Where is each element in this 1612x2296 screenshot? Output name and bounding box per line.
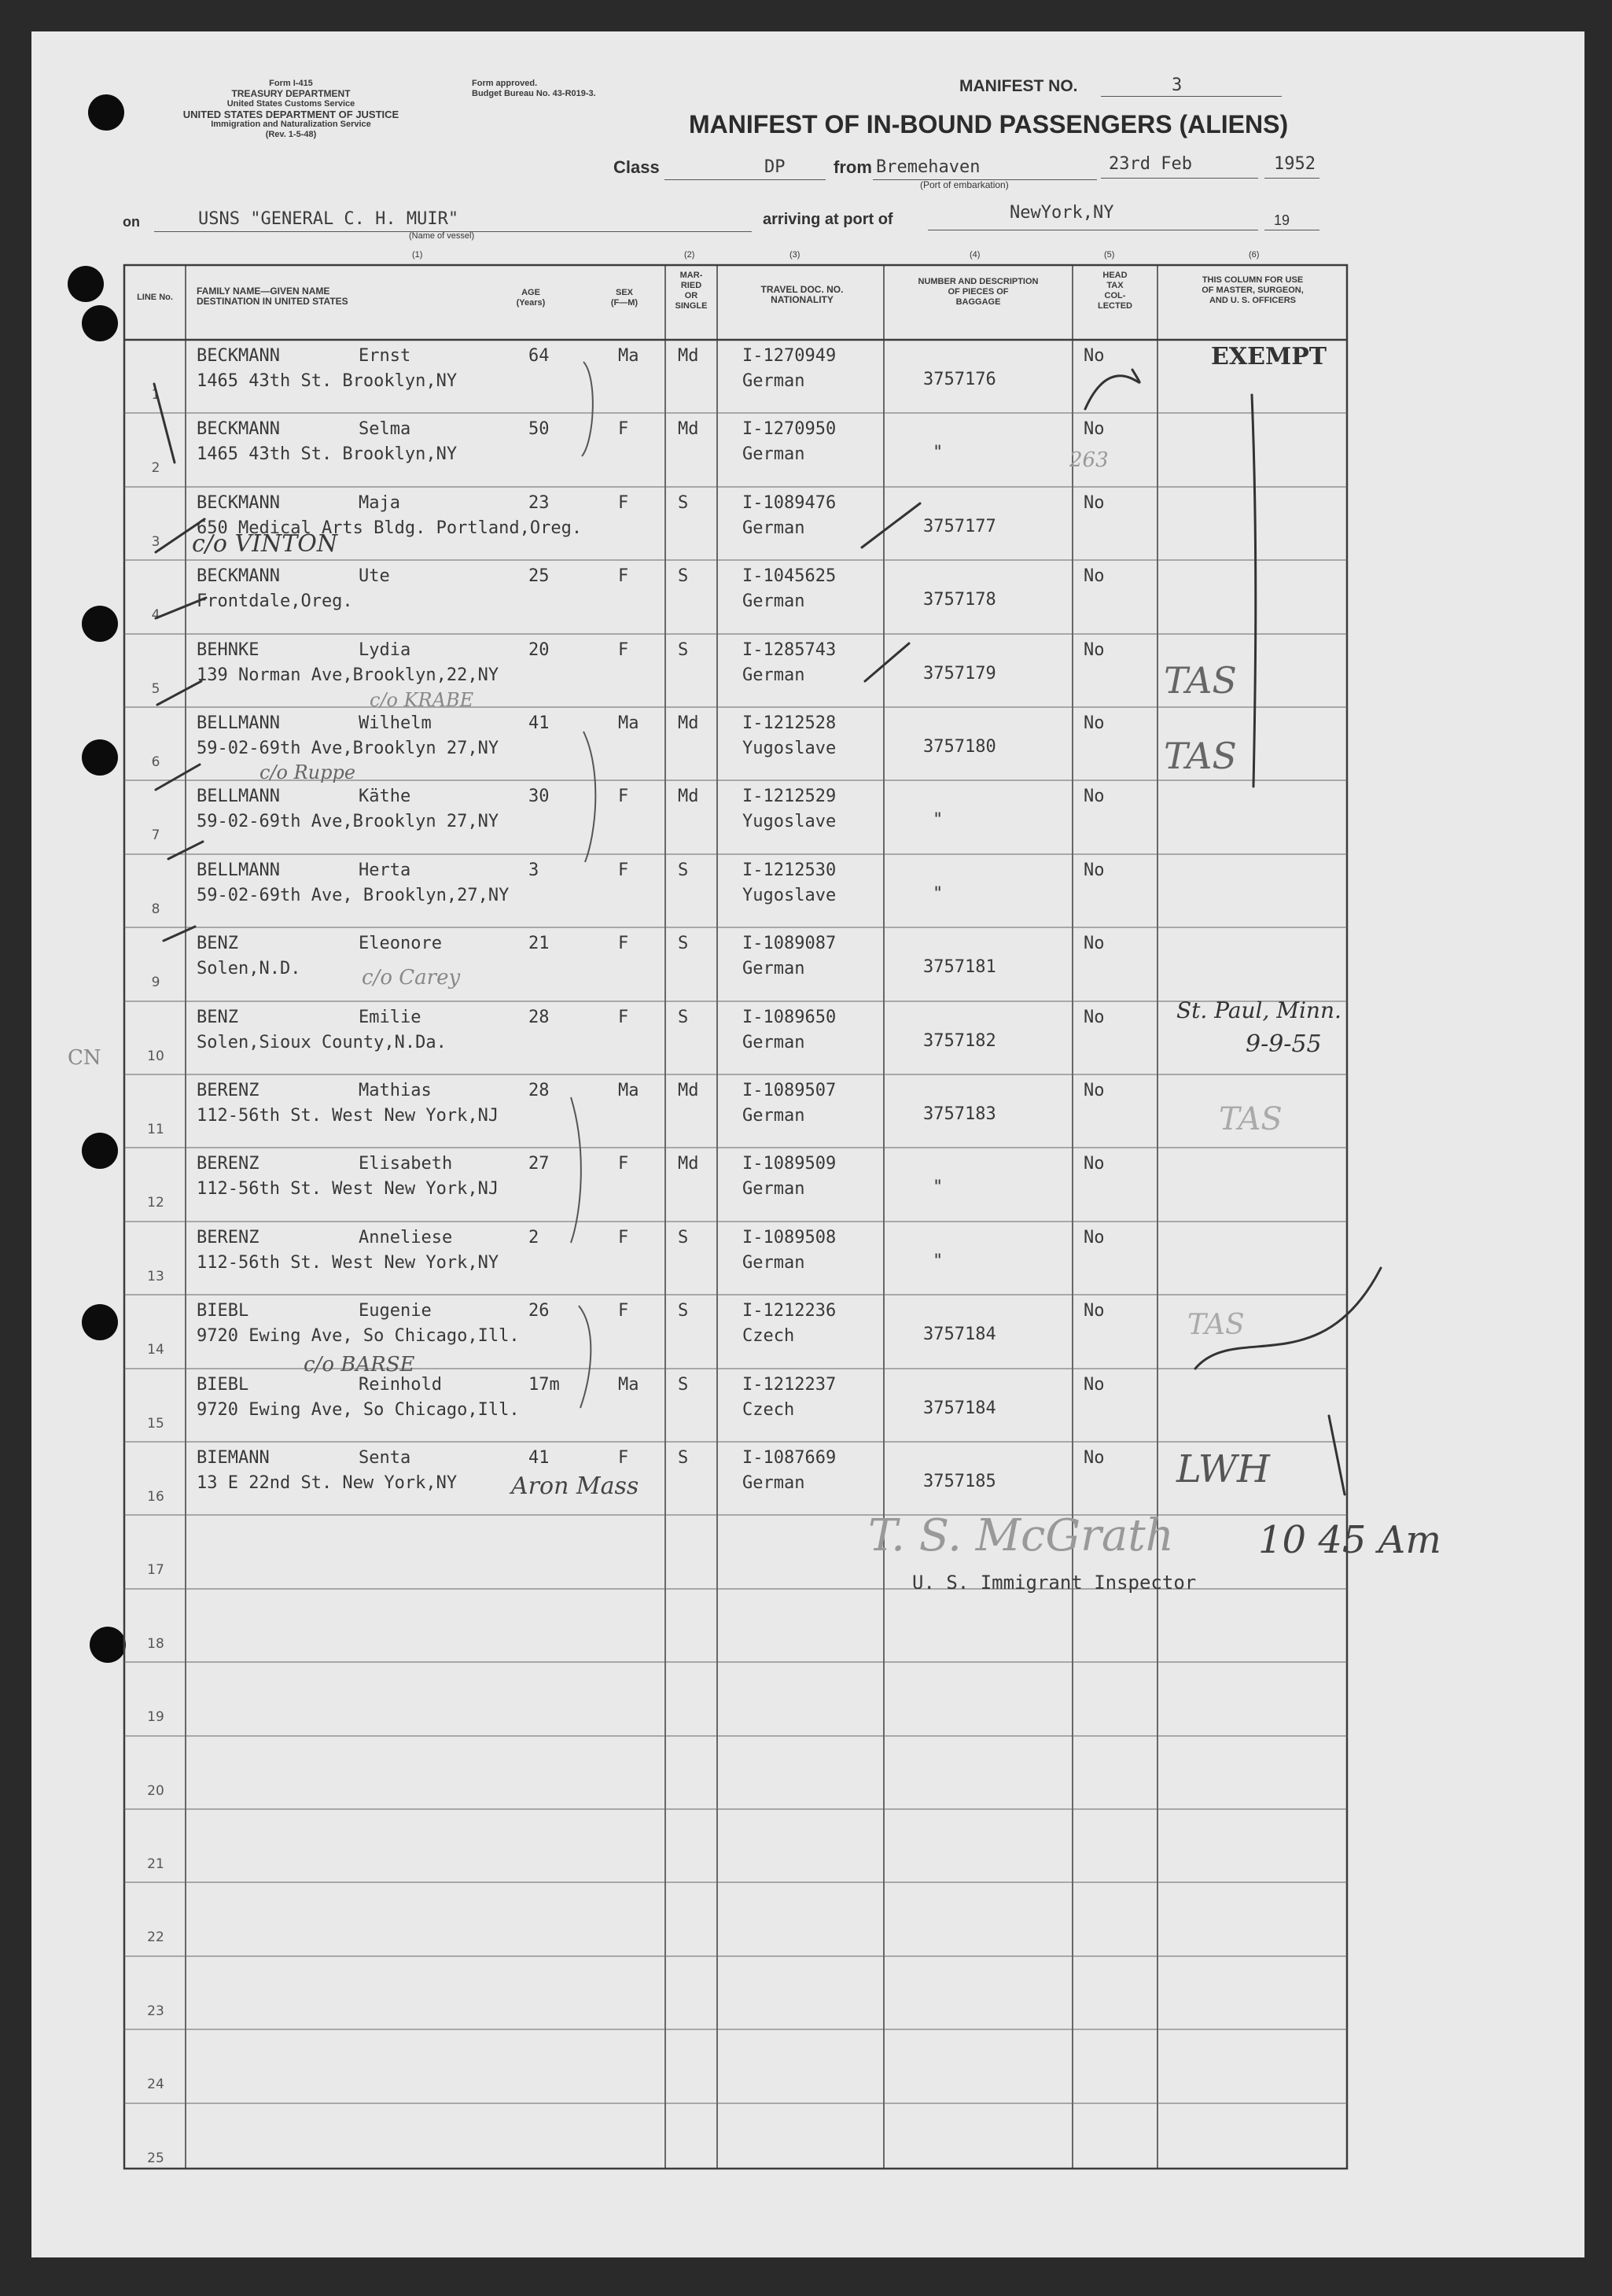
form-revision: (Rev. 1-5-48) [265, 130, 317, 139]
binder-hole [82, 305, 118, 341]
head-tax: No [1084, 860, 1105, 880]
given-name: Emilie [359, 1007, 421, 1027]
family-name: BIEBL [197, 1374, 249, 1395]
col-header-married: MAR- RIED OR SINGLE [675, 271, 708, 311]
col-header-name: FAMILY NAME—GIVEN NAME DESTINATION IN UNITED STATES [197, 286, 348, 307]
nationality: German [742, 1179, 805, 1200]
class-value: DP [764, 157, 786, 177]
co-barse-annotation: c/o BARSE [304, 1353, 415, 1376]
destination: 9720 Ewing Ave, So Chicago,Ill. [197, 1326, 520, 1347]
vessel-note: (Name of vessel) [409, 231, 475, 241]
tas-annotation: TAS [1164, 659, 1237, 702]
nationality: German [742, 1032, 805, 1052]
family-name: BELLMANN [197, 787, 280, 807]
binder-hole [90, 1627, 126, 1663]
signature-time: 10 45 Am [1258, 1518, 1441, 1562]
from-value: Bremehaven [876, 157, 981, 177]
head-tax: No [1084, 934, 1105, 954]
baggage-number: 3757185 [923, 1472, 996, 1491]
line-number: 14 [147, 1342, 164, 1358]
age: 21 [528, 934, 550, 954]
date-line [1101, 178, 1258, 179]
embark-note: (Port of embarkation) [920, 179, 1009, 190]
col-number-4: (4) [970, 250, 981, 260]
given-name: Senta [359, 1448, 411, 1468]
nationality: Yugoslave [742, 739, 837, 758]
destination: Frontdale,Oreg. [197, 592, 353, 612]
family-name: BECKMANN [197, 419, 280, 440]
form-approved-block [472, 79, 676, 99]
col-number-3: (3) [789, 250, 800, 260]
sex: F [618, 1448, 629, 1468]
baggage-number: 3757177 [923, 516, 996, 536]
line-number: 8 [151, 901, 160, 917]
head-tax: No [1084, 1007, 1105, 1027]
form-authority-block [118, 79, 464, 140]
year-prefix: 19 [1274, 212, 1290, 228]
family-name: BERENZ [197, 1081, 259, 1100]
marital-status: S [678, 1448, 689, 1468]
nationality: German [742, 1252, 805, 1273]
given-name: Käthe [359, 787, 411, 807]
baggage-number: 3757181 [923, 957, 996, 978]
family-name: BIEBL [197, 1301, 249, 1321]
sex: F [618, 566, 629, 587]
age: 28 [528, 1007, 550, 1027]
travel-doc-no: I-1087669 [742, 1448, 837, 1468]
travel-doc-no: I-1212529 [742, 787, 837, 807]
travel-doc-no: I-1045625 [742, 566, 837, 587]
marital-status: S [678, 860, 689, 880]
immigration-service: Immigration and Naturalization Service [211, 120, 371, 129]
manifest-no-value: 3 [1172, 76, 1183, 95]
tas-annotation: TAS [1187, 1309, 1245, 1341]
baggage-number: 3757184 [923, 1325, 996, 1345]
head-tax: No [1084, 1301, 1105, 1321]
destination: 59-02-69th Ave,Brooklyn 27,NY [197, 812, 499, 832]
destination: 1465 43th St. Brooklyn,NY [197, 371, 458, 391]
baggage-number: " [933, 443, 944, 463]
age: 25 [528, 566, 550, 587]
stamp-263: 263 [1069, 448, 1109, 472]
nationality: German [742, 444, 805, 465]
arriving-port: NewYork,NY [1010, 203, 1114, 223]
nationality: German [742, 959, 805, 979]
head-tax: No [1084, 1227, 1105, 1248]
col-header-sex: SEX (F—M) [610, 288, 639, 308]
head-tax: No [1084, 566, 1105, 587]
line-number: 6 [151, 754, 160, 770]
line-number: 19 [147, 1709, 164, 1726]
family-name: BECKMANN [197, 492, 280, 513]
sex: F [618, 860, 629, 880]
baggage-number: 3757179 [923, 663, 996, 684]
destination: 1465 43th St. Brooklyn,NY [197, 444, 458, 465]
marital-status: S [678, 934, 689, 954]
line-number: 16 [147, 1489, 164, 1505]
line-number: 25 [147, 2150, 164, 2166]
sex: F [618, 787, 629, 807]
nationality: Czech [742, 1399, 795, 1420]
col-header-travel-doc: TRAVEL DOC. NO. NATIONALITY [760, 284, 844, 305]
manifest-no-line [1101, 96, 1282, 97]
col-header-head-tax: HEAD TAX COL- LECTED [1098, 271, 1132, 311]
marital-status: Md [678, 419, 699, 440]
family-name: BIEMANN [197, 1448, 270, 1468]
marital-status: Md [678, 1154, 699, 1174]
col-number-6: (6) [1249, 250, 1260, 260]
head-tax: No [1084, 639, 1105, 660]
tas-annotation: TAS [1164, 735, 1237, 777]
line-number: 17 [147, 1562, 164, 1579]
destination: 59-02-69th Ave, Brooklyn,27,NY [197, 885, 510, 905]
class-line [664, 179, 826, 180]
baggage-number: " [933, 1251, 944, 1271]
age: 64 [528, 346, 550, 366]
sex: F [618, 934, 629, 954]
travel-doc-no: I-1212528 [742, 713, 837, 733]
baggage-number: 3757178 [923, 590, 996, 610]
family-name: BECKMANN [197, 346, 280, 366]
binder-hole [82, 606, 118, 642]
destination: 13 E 22nd St. New York,NY [197, 1473, 458, 1493]
given-name: Ute [359, 566, 390, 587]
line-number: 3 [151, 533, 160, 550]
class-label: Class [613, 157, 660, 177]
family-name: BEHNKE [197, 639, 259, 660]
given-name: Reinhold [359, 1374, 442, 1395]
head-tax: No [1084, 713, 1105, 733]
marital-status: Md [678, 713, 699, 733]
exempt-annotation: EXEMPT [1211, 343, 1327, 370]
destination: Solen,Sioux County,N.Da. [197, 1032, 447, 1052]
age: 30 [528, 787, 550, 807]
age: 26 [528, 1301, 550, 1321]
from-label: from [834, 157, 872, 177]
line-number: 23 [147, 2003, 164, 2019]
sex: Ma [618, 346, 639, 366]
tas-annotation: TAS [1219, 1101, 1283, 1137]
age: 41 [528, 1448, 550, 1468]
given-name: Wilhelm [359, 713, 432, 733]
family-name: BENZ [197, 934, 238, 954]
head-tax: No [1084, 1154, 1105, 1174]
inspector-title: U. S. Immigrant Inspector [912, 1572, 1197, 1594]
sex: Ma [618, 1081, 639, 1100]
col-number-5: (5) [1104, 250, 1115, 260]
travel-doc-no: I-1270949 [742, 346, 837, 366]
sex: F [618, 419, 629, 440]
baggage-number: " [933, 883, 944, 904]
given-name: Elisabeth [359, 1154, 453, 1174]
family-name: BERENZ [197, 1154, 259, 1174]
line-number: 21 [147, 1856, 164, 1872]
col-header-line-no: LINE No. [137, 293, 173, 302]
binder-hole [82, 1304, 118, 1340]
vessel-name: USNS "GENERAL C. H. MUIR" [198, 209, 459, 229]
col-number-2: (2) [684, 250, 695, 260]
inspector-signature: T. S. McGrath [868, 1510, 1174, 1561]
co-carey-annotation: c/o Carey [362, 966, 461, 990]
travel-doc-no: I-1089476 [742, 492, 837, 513]
travel-doc-no: I-1212237 [742, 1374, 837, 1395]
family-name: BENZ [197, 1007, 238, 1027]
form-approved: Form approved. [472, 79, 538, 88]
line-number: 10 [147, 1048, 164, 1064]
head-tax: No [1084, 1374, 1105, 1395]
marital-status: Md [678, 1081, 699, 1100]
binder-hole [82, 739, 118, 776]
year-line [1264, 178, 1319, 179]
sex: Ma [618, 713, 639, 733]
baggage-number: 3757184 [923, 1398, 996, 1418]
line-number: 22 [147, 1929, 164, 1946]
travel-doc-no: I-1212236 [742, 1301, 837, 1321]
travel-doc-no: I-1089509 [742, 1154, 837, 1174]
given-name: Eleonore [359, 934, 442, 954]
marital-status: Md [678, 346, 699, 366]
treasury-department: TREASURY DEPARTMENT [231, 88, 351, 99]
co-krabe-annotation: c/o KRABE [370, 689, 474, 711]
col-header-age: AGE (Years) [516, 288, 546, 308]
nationality: Yugoslave [742, 885, 837, 905]
age: 20 [528, 639, 550, 660]
line-number: 4 [151, 607, 160, 624]
line-number: 5 [151, 680, 160, 697]
co-ruppe-annotation: c/o Ruppe [259, 761, 356, 783]
family-name: BELLMANN [197, 713, 280, 733]
lwh-annotation: LWH [1176, 1447, 1270, 1491]
head-tax: No [1084, 419, 1105, 440]
given-name: Ernst [359, 346, 411, 366]
line-number: 7 [151, 827, 160, 844]
sex: Ma [618, 1374, 639, 1395]
age: 2 [528, 1227, 539, 1248]
given-name: Mathias [359, 1081, 432, 1100]
line-number: 9 [151, 975, 160, 991]
sex: F [618, 1154, 629, 1174]
budget-bureau: Budget Bureau No. 43-R019-3. [472, 89, 596, 98]
given-name: Maja [359, 492, 400, 513]
destination: 650 Medical Arts Bldg. Portland,Oreg. [197, 518, 583, 538]
age: 3 [528, 860, 539, 880]
travel-doc-no: I-1089650 [742, 1007, 837, 1027]
sex: F [618, 1007, 629, 1027]
baggage-number: 3757183 [923, 1104, 996, 1124]
marital-status: S [678, 492, 689, 513]
arrival-year: 1952 [1274, 154, 1316, 174]
marital-status: S [678, 1227, 689, 1248]
travel-doc-no: I-1089508 [742, 1227, 837, 1248]
col-header-officers: THIS COLUMN FOR USE OF MASTER, SURGEON, AND U. S. OFFICERS [1202, 275, 1304, 305]
age: 27 [528, 1154, 550, 1174]
nationality: German [742, 592, 805, 612]
travel-doc-no: I-1270950 [742, 419, 837, 440]
marital-status: S [678, 639, 689, 660]
st-paul-annotation: St. Paul, Minn. [1176, 997, 1341, 1023]
given-name: Herta [359, 860, 411, 880]
manifest-title: MANIFEST OF IN-BOUND PASSENGERS (ALIENS) [689, 110, 1289, 138]
destination: 112-56th St. West New York,NY [197, 1252, 499, 1273]
baggage-number: 3757176 [923, 370, 996, 389]
destination: 112-56th St. West New York,NJ [197, 1106, 499, 1126]
nationality: Czech [742, 1326, 795, 1347]
nationality: German [742, 1473, 805, 1493]
line-number: 20 [147, 1782, 164, 1799]
destination: 139 Norman Ave,Brooklyn,22,NY [197, 665, 499, 685]
travel-doc-no: I-1212530 [742, 860, 837, 880]
arrival-date: 23rd Feb [1109, 154, 1192, 174]
marital-status: S [678, 1007, 689, 1027]
nationality: Yugoslave [742, 812, 837, 832]
aron-mass-annotation: Aron Mass [511, 1472, 639, 1500]
baggage-number: 3757182 [923, 1030, 996, 1051]
on-label: on [123, 214, 140, 230]
family-name: BELLMANN [197, 860, 280, 880]
age: 50 [528, 419, 550, 440]
binder-hole [68, 266, 104, 302]
baggage-number: 3757180 [923, 737, 996, 757]
travel-doc-no: I-1089087 [742, 934, 837, 954]
arriving-label: arriving at port of [763, 211, 893, 228]
col-number-1: (1) [412, 250, 423, 260]
destination: Solen,N.D. [197, 959, 301, 979]
sex: F [618, 1301, 629, 1321]
head-tax: No [1084, 787, 1105, 807]
baggage-number: " [933, 1177, 944, 1198]
age: 41 [528, 713, 550, 733]
family-name: BERENZ [197, 1227, 259, 1248]
given-name: Selma [359, 419, 411, 440]
given-name: Eugenie [359, 1301, 432, 1321]
line-number: 1 [151, 387, 160, 403]
destination: 9720 Ewing Ave, So Chicago,Ill. [197, 1399, 520, 1420]
sex: F [618, 1227, 629, 1248]
nationality: German [742, 665, 805, 685]
age: 23 [528, 492, 550, 513]
marital-status: S [678, 1301, 689, 1321]
sex: F [618, 492, 629, 513]
family-name: BECKMANN [197, 566, 280, 587]
line-number: 2 [151, 460, 160, 477]
line-number: 18 [147, 1635, 164, 1652]
marital-status: S [678, 566, 689, 587]
travel-doc-no: I-1285743 [742, 639, 837, 660]
binder-hole [82, 1133, 118, 1169]
given-name: Lydia [359, 639, 411, 660]
line-number: 11 [147, 1122, 164, 1137]
customs-service: United States Customs Service [226, 99, 355, 109]
head-tax: No [1084, 1081, 1105, 1100]
destination: 59-02-69th Ave,Brooklyn 27,NY [197, 739, 499, 758]
head-tax: No [1084, 346, 1105, 366]
form-number: Form I-415 [269, 79, 313, 88]
line-number: 24 [147, 2077, 164, 2093]
given-name: Anneliese [359, 1227, 453, 1248]
marital-status: S [678, 1374, 689, 1395]
line-number: 12 [147, 1195, 164, 1211]
marital-status: Md [678, 787, 699, 807]
cn-annotation: CN [68, 1046, 101, 1070]
line-number: 13 [147, 1268, 164, 1284]
nationality: German [742, 371, 805, 391]
nationality: German [742, 1106, 805, 1126]
vinton-annotation: c/o VINTON [192, 530, 338, 558]
sex: F [618, 639, 629, 660]
line-number: 15 [147, 1415, 164, 1432]
age: 28 [528, 1081, 550, 1100]
destination: 112-56th St. West New York,NJ [197, 1179, 499, 1200]
nationality: German [742, 518, 805, 538]
st-paul-date-annotation: 9-9-55 [1246, 1030, 1322, 1058]
age: 17m [528, 1374, 560, 1395]
travel-doc-no: I-1089507 [742, 1081, 837, 1100]
head-tax: No [1084, 492, 1105, 513]
col-header-baggage: NUMBER AND DESCRIPTION OF PIECES OF BAGGAGE [918, 277, 1039, 307]
baggage-number: " [933, 810, 944, 831]
manifest-no-label: MANIFEST NO. [959, 77, 1078, 95]
justice-department: UNITED STATES DEPARTMENT OF JUSTICE [182, 109, 399, 120]
head-tax: No [1084, 1448, 1105, 1468]
